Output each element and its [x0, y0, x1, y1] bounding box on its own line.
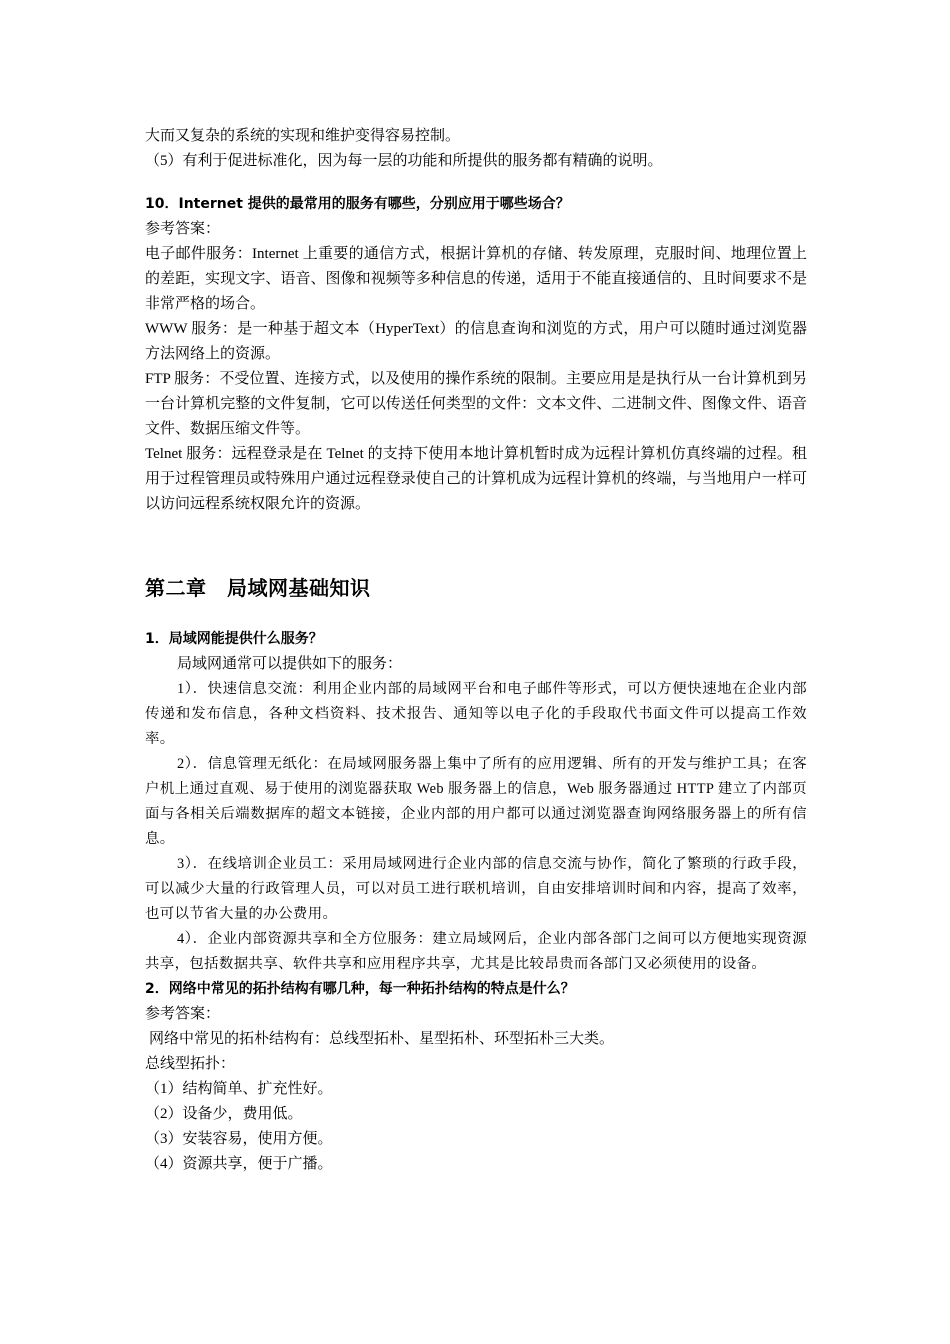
- continuation-line: 大而又复杂的系统的实现和维护变得容易控制。: [145, 128, 461, 144]
- bus-item-3: （3）安装容易，使用方便。: [145, 1131, 333, 1147]
- question-1-title: 1．局域网能提供什么服务？: [145, 631, 323, 647]
- email-service-paragraph: 电子邮件服务：Internet 上重要的通信方式，根据计算机的存储、转发原理，克服时间、地理位置上的差距，实现文字、语音、图像和视频等多种信息的传递，适用于不能直接通信的、且时间要求不是非常严格的场合。: [145, 246, 807, 312]
- document-page: [145, 124, 807, 1177]
- service-item-1: 1）．快速信息交流：利用企业内部的局域网平台和电子邮件等形式，可以方便快速地在企业内部传递和发布信息，各种文档资料、技术报告、通知等以电子化的手段取代书面文件可以提高工作效率。: [145, 681, 807, 747]
- answer-label: 参考答案：: [145, 1006, 221, 1022]
- spacer: [145, 603, 807, 627]
- services-intro: 局域网通常可以提供如下的服务：: [177, 656, 403, 672]
- chapter-title: 第二章 局域网基础知识: [145, 576, 371, 600]
- question-10-title: 10．Internet 提供的最常用的服务有哪些，分别应用于哪些场合？: [145, 196, 570, 212]
- topology-intro: 网络中常见的拓朴结构有：总线型拓朴、星型拓朴、环型拓朴三大类。: [149, 1031, 615, 1047]
- spacer: [145, 174, 807, 192]
- spacer: [145, 517, 807, 573]
- service-item-2: 2）．信息管理无纸化：在局域网服务器上集中了所有的应用逻辑、所有的开发与维护工具；在客户机上通过直观、易于使用的浏览器获取 Web 服务器上的信息，Web 服务器通过 HTTP 建立了内部页面与各相关后端数据库的超文本链接，企业内部的用户都可以通过浏览器查询网络服务器上的所有信息。: [145, 756, 807, 847]
- service-item-4: 4）．企业内部资源共享和全方位服务：建立局域网后，企业内部各部门之间可以方便地实现资源共享，包括数据共享、软件共享和应用程序共享，尤其是比较昂贵而各部门又必须使用的设备。: [145, 931, 807, 972]
- bus-item-2: （2）设备少，费用低。: [145, 1106, 303, 1122]
- answer-label: 参考答案：: [145, 221, 221, 237]
- question-2-title: 2．网络中常见的拓扑结构有哪几种，每一种拓扑结构的特点是什么？: [145, 981, 575, 997]
- service-item-3: 3）．在线培训企业员工：采用局域网进行企业内部的信息交流与协作，简化了繁琐的行政手段，可以减少大量的行政管理人员，可以对员工进行联机培训，自由安排培训时间和内容，提高了效率，也可以节省大量的办公费用。: [145, 856, 807, 922]
- bus-item-1: （1）结构简单、扩充性好。: [145, 1081, 333, 1097]
- item-5: （5）有利于促进标准化，因为每一层的功能和所提供的服务都有精确的说明。: [145, 153, 663, 169]
- bus-item-4: （4）资源共享，便于广播。: [145, 1156, 333, 1172]
- bus-topology-label: 总线型拓扑：: [145, 1056, 236, 1072]
- telnet-service-paragraph: Telnet 服务：远程登录是在 Telnet 的支持下使用本地计算机暂时成为远程计算机仿真终端的过程。租用于过程管理员或特殊用户通过远程登录使自己的计算机成为远程计算机的终端，与当地用户一样可以访问远程系统权限允许的资源。: [145, 446, 807, 512]
- www-service-paragraph: WWW 服务：是一种基于超文本（HyperText）的信息查询和浏览的方式，用户可以随时通过浏览器方法网络上的资源。: [145, 321, 807, 362]
- ftp-service-paragraph: FTP 服务：不受位置、连接方式，以及使用的操作系统的限制。主要应用是是执行从一台计算机到另一台计算机完整的文件复制，它可以传送任何类型的文件：文本文件、二进制文件、图像文件、语音文件、数据压缩文件等。: [145, 371, 807, 437]
